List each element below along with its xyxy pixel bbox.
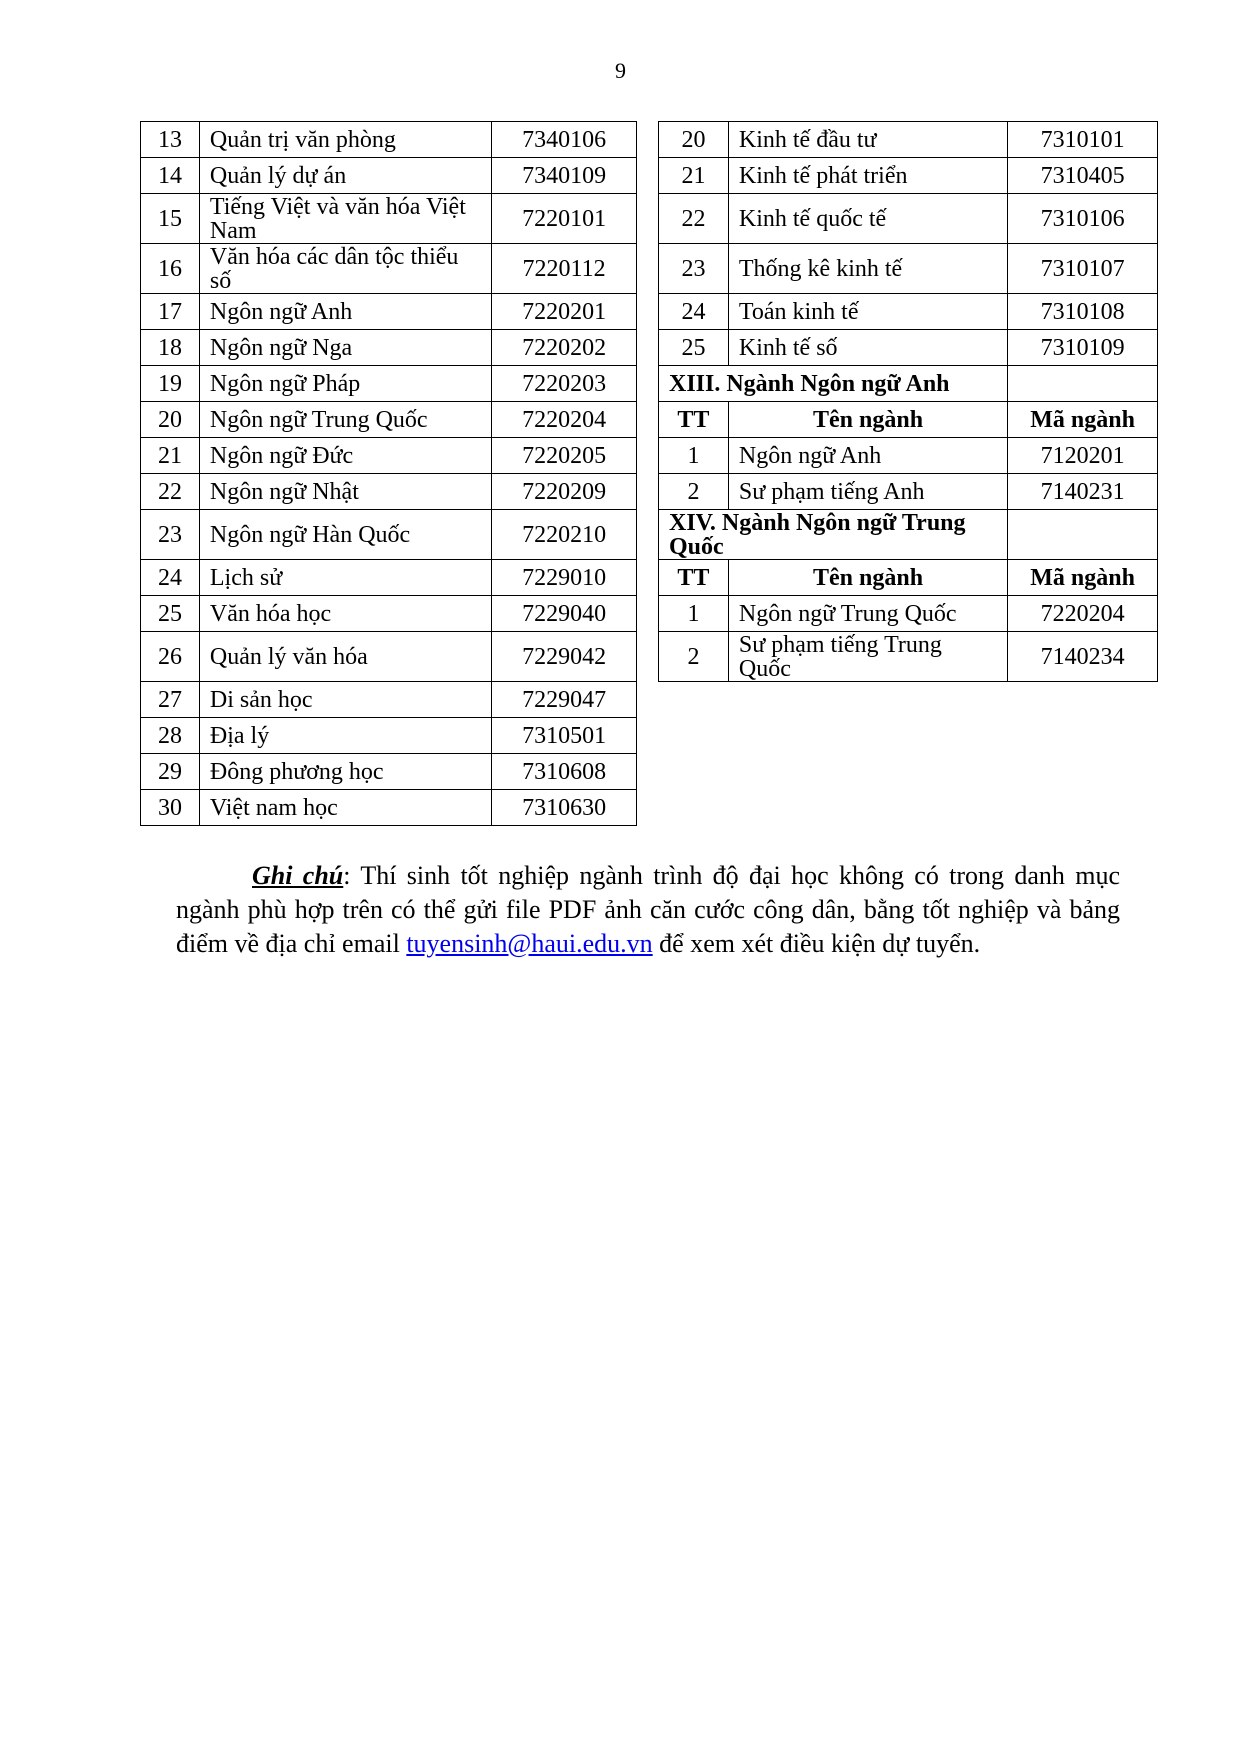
row-code: 7310108	[1008, 294, 1158, 330]
row-name: Ngôn ngữ Trung Quốc	[728, 596, 1007, 632]
row-code: 7140234	[1008, 632, 1158, 682]
row-code: 7340106	[492, 122, 637, 158]
row-tt: 2	[659, 632, 729, 682]
row-tt: 21	[141, 438, 200, 474]
table-row	[141, 682, 637, 718]
row-name: Quản trị văn phòng	[199, 122, 491, 158]
table-row	[659, 474, 1158, 510]
table-row	[659, 596, 1158, 632]
row-code: 7220201	[492, 294, 637, 330]
row-code: 7220101	[492, 194, 637, 244]
row-code: 7229047	[492, 682, 637, 718]
row-name: Sư phạm tiếng Trung Quốc	[728, 632, 1007, 682]
note-label: Ghi chú	[252, 861, 344, 890]
row-name: Tiếng Việt và văn hóa Việt Nam	[199, 194, 491, 244]
row-name: Địa lý	[199, 718, 491, 754]
header-name: Tên ngành	[728, 560, 1007, 596]
row-tt: 16	[141, 244, 200, 294]
table-row	[141, 790, 637, 826]
empty-cell	[1008, 510, 1158, 560]
row-tt: 26	[141, 632, 200, 682]
row-name: Sư phạm tiếng Anh	[728, 474, 1007, 510]
row-name: Kinh tế phát triển	[728, 158, 1007, 194]
right-majors-table	[658, 121, 1158, 682]
row-code: 7120201	[1008, 438, 1158, 474]
row-code: 7310109	[1008, 330, 1158, 366]
row-code: 7220202	[492, 330, 637, 366]
table-row	[659, 194, 1158, 244]
table-row	[141, 158, 637, 194]
table-row	[141, 366, 637, 402]
row-tt: 25	[141, 596, 200, 632]
table-row	[141, 330, 637, 366]
empty-cell	[1008, 366, 1158, 402]
row-name: Kinh tế đầu tư	[728, 122, 1007, 158]
row-tt: 23	[659, 244, 729, 294]
table-row	[659, 632, 1158, 682]
row-code: 7340109	[492, 158, 637, 194]
header-row	[659, 560, 1158, 596]
row-tt: 19	[141, 366, 200, 402]
table-row	[141, 244, 637, 294]
row-code: 7310630	[492, 790, 637, 826]
row-code: 7310106	[1008, 194, 1158, 244]
row-code: 7220204	[492, 402, 637, 438]
row-tt: 21	[659, 158, 729, 194]
row-code: 7310107	[1008, 244, 1158, 294]
row-tt: 18	[141, 330, 200, 366]
table-row	[141, 754, 637, 790]
row-name: Ngôn ngữ Pháp	[199, 366, 491, 402]
row-code: 7229010	[492, 560, 637, 596]
row-tt: 1	[659, 438, 729, 474]
row-name: Thống kê kinh tế	[728, 244, 1007, 294]
row-name: Quản lý dự án	[199, 158, 491, 194]
table-row	[141, 596, 637, 632]
table-row	[141, 438, 637, 474]
row-name: Kinh tế quốc tế	[728, 194, 1007, 244]
row-name: Ngôn ngữ Đức	[199, 438, 491, 474]
header-tt: TT	[659, 402, 729, 438]
row-name: Ngôn ngữ Anh	[199, 294, 491, 330]
row-tt: 23	[141, 510, 200, 560]
section-heading-xiii: XIII. Ngành Ngôn ngữ Anh	[659, 366, 1008, 402]
table-row	[141, 122, 637, 158]
row-name: Ngôn ngữ Nhật	[199, 474, 491, 510]
section-row	[659, 366, 1158, 402]
section-heading-xiv: XIV. Ngành Ngôn ngữ Trung Quốc	[659, 510, 1008, 560]
row-name: Việt nam học	[199, 790, 491, 826]
header-row	[659, 402, 1158, 438]
row-tt: 2	[659, 474, 729, 510]
note-text-after: để xem xét điều kiện dự tuyển.	[652, 929, 981, 958]
row-code: 7229040	[492, 596, 637, 632]
row-tt: 30	[141, 790, 200, 826]
row-code: 7220209	[492, 474, 637, 510]
row-code: 7220112	[492, 244, 637, 294]
row-code: 7220203	[492, 366, 637, 402]
row-code: 7220204	[1008, 596, 1158, 632]
note-paragraph	[176, 859, 1120, 961]
row-tt: 22	[141, 474, 200, 510]
row-tt: 24	[659, 294, 729, 330]
row-name: Kinh tế số	[728, 330, 1007, 366]
table-row	[141, 402, 637, 438]
row-name: Văn hóa các dân tộc thiểu số	[199, 244, 491, 294]
row-code: 7220205	[492, 438, 637, 474]
row-tt: 20	[659, 122, 729, 158]
table-row	[141, 194, 637, 244]
header-code: Mã ngành	[1008, 560, 1158, 596]
row-code: 7229042	[492, 632, 637, 682]
header-tt: TT	[659, 560, 729, 596]
row-code: 7310501	[492, 718, 637, 754]
row-name: Toán kinh tế	[728, 294, 1007, 330]
row-name: Lịch sử	[199, 560, 491, 596]
note-text-before: : Thí sinh tốt nghiệp ngành trình độ đại học không có trong danh mục ngành phù hợp trên có thể gửi file PDF ảnh căn cước công dân, bằng tốt nghiệp và bảng điểm về địa chỉ email	[176, 861, 1121, 958]
header-code: Mã ngành	[1008, 402, 1158, 438]
table-row	[141, 294, 637, 330]
row-tt: 22	[659, 194, 729, 244]
table-row	[141, 474, 637, 510]
row-tt: 13	[141, 122, 200, 158]
table-row	[659, 330, 1158, 366]
table-row	[141, 560, 637, 596]
row-name: Quản lý văn hóa	[199, 632, 491, 682]
table-row	[141, 718, 637, 754]
table-row	[141, 632, 637, 682]
row-code: 7310405	[1008, 158, 1158, 194]
row-name: Di sản học	[199, 682, 491, 718]
row-name: Văn hóa học	[199, 596, 491, 632]
table-row	[659, 438, 1158, 474]
table-row	[141, 510, 637, 560]
row-tt: 29	[141, 754, 200, 790]
row-name: Ngôn ngữ Nga	[199, 330, 491, 366]
row-name: Đông phương học	[199, 754, 491, 790]
row-code: 7310101	[1008, 122, 1158, 158]
row-tt: 25	[659, 330, 729, 366]
row-tt: 20	[141, 402, 200, 438]
left-majors-table	[140, 121, 637, 826]
row-code: 7140231	[1008, 474, 1158, 510]
table-row	[659, 122, 1158, 158]
row-name: Ngôn ngữ Hàn Quốc	[199, 510, 491, 560]
row-tt: 28	[141, 718, 200, 754]
row-code: 7310608	[492, 754, 637, 790]
row-tt: 24	[141, 560, 200, 596]
row-tt: 17	[141, 294, 200, 330]
section-row	[659, 510, 1158, 560]
header-name: Tên ngành	[728, 402, 1007, 438]
table-row	[659, 244, 1158, 294]
page-number: 9	[615, 58, 626, 83]
row-tt: 15	[141, 194, 200, 244]
row-tt: 14	[141, 158, 200, 194]
email-link[interactable]: tuyensinh@haui.edu.vn	[406, 929, 653, 958]
row-tt: 27	[141, 682, 200, 718]
row-name: Ngôn ngữ Trung Quốc	[199, 402, 491, 438]
table-row	[659, 158, 1158, 194]
row-tt: 1	[659, 596, 729, 632]
row-name: Ngôn ngữ Anh	[728, 438, 1007, 474]
row-code: 7220210	[492, 510, 637, 560]
table-row	[659, 294, 1158, 330]
